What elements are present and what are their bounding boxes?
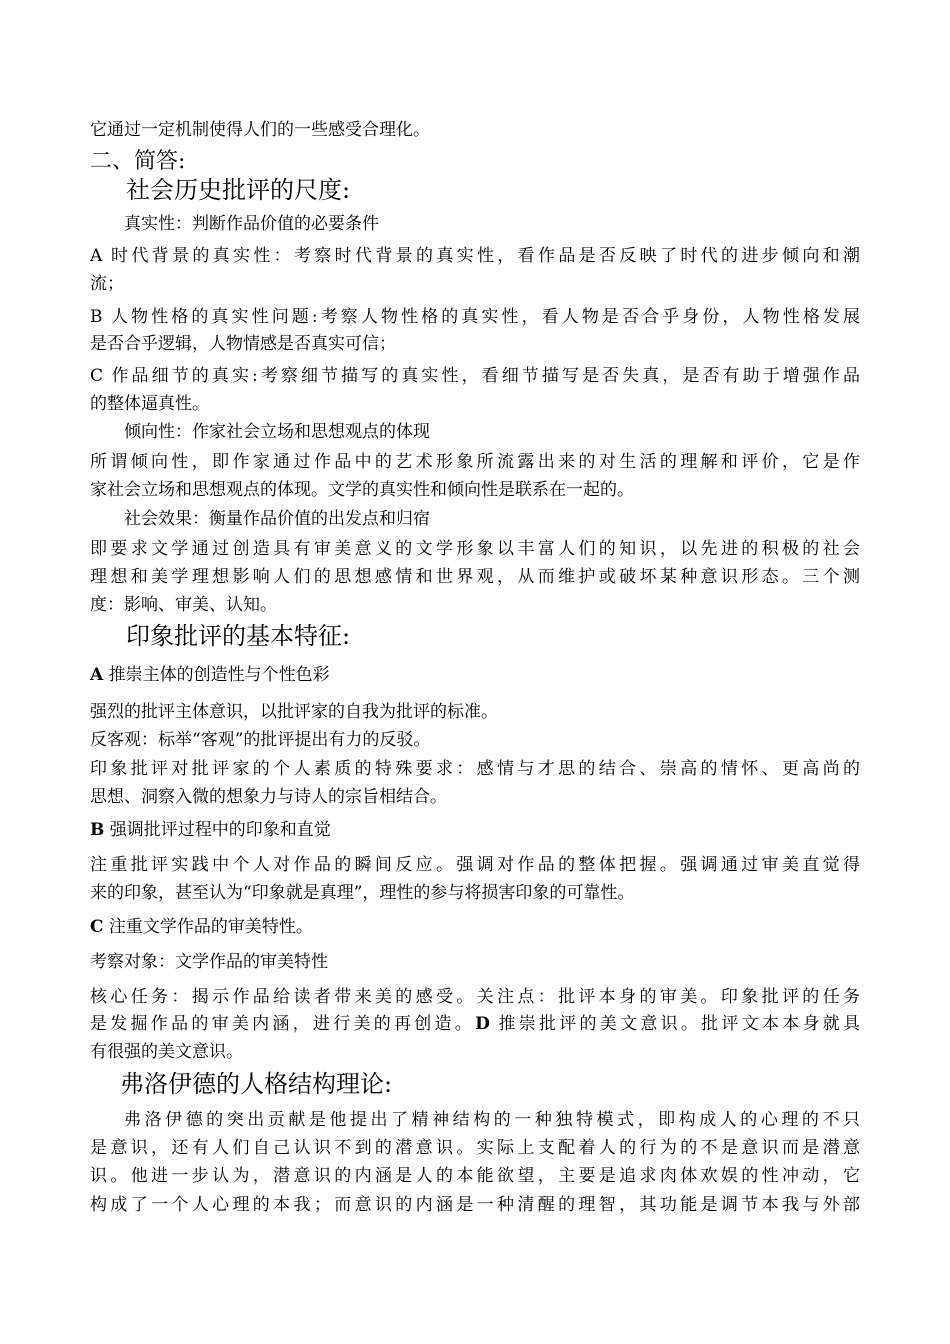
text-line: 度：影响、审美、认知。 xyxy=(90,595,277,615)
text-line: 的整体逼真性。 xyxy=(90,394,209,414)
item-c xyxy=(90,919,313,936)
subheading-tendency: 倾向性：作家社会立场和思想观点的体现 xyxy=(124,422,430,442)
text-line: 是意识，还有人们自己认识不到的潜意识。实际上支配着人的行为的不是意识而是潜意 xyxy=(90,1138,860,1158)
text-line-with-item-d xyxy=(90,1016,860,1033)
text-segment: 是发掘作品的审美内涵，进行美的再创造。 xyxy=(90,1014,476,1034)
section-heading: 二、简答: xyxy=(90,149,186,174)
item-b xyxy=(90,822,331,839)
item-c-text: 注重文学作品的审美特性。 xyxy=(103,917,313,937)
text-line: 是否合乎逻辑，人物情感是否真实可信； xyxy=(90,334,396,354)
item-a-text: 推崇主体的创造性与个性色彩 xyxy=(103,665,330,685)
text-line: A 时代背景的真实性：考察时代背景的真实性，看作品是否反映了时代的进步倾向和潮 xyxy=(90,246,860,266)
text-line: 来的印象，甚至认为“印象就是真理”，理性的参与将损害印象的可靠性。 xyxy=(90,883,635,903)
text-line: 它通过一定机制使得人们的一些感受合理化。 xyxy=(90,120,430,140)
text-line: 考察对象：文学作品的审美特性 xyxy=(90,952,328,972)
item-d-label: D xyxy=(475,1014,490,1034)
text-line: 核心任务：揭示作品给读者带来美的感受。关注点：批评本身的审美。印象批评的任务 xyxy=(90,987,860,1007)
text-line: 构成了一个人心理的本我；而意识的内涵是一种清醒的理智，其功能是调节本我与外部 xyxy=(90,1195,860,1215)
item-b-label: B xyxy=(90,820,105,840)
text-line: 注重批评实践中个人对作品的瞬间反应。强调对作品的整体把握。强调通过审美直觉得 xyxy=(90,855,860,875)
item-b-text: 强调批评过程中的印象和直觉 xyxy=(104,820,331,840)
text-line: 流； xyxy=(90,274,124,294)
heading-freud-personality-theory: 弗洛伊德的人格结构理论: xyxy=(120,1070,393,1098)
text-line: 家社会立场和思想观点的体现。文学的真实性和倾向性是联系在一起的。 xyxy=(90,480,634,500)
item-a xyxy=(90,667,330,684)
subheading-truthfulness: 真实性：判断作品价值的必要条件 xyxy=(124,214,379,234)
item-d-text: 推崇批评的美文意识。批评文本本身就具 xyxy=(489,1014,861,1034)
item-a-label: A xyxy=(90,665,104,685)
text-line: 所谓倾向性，即作家通过作品中的艺术形象所流露出来的对生活的理解和评价，它是作 xyxy=(90,452,860,472)
item-c-label: C xyxy=(90,917,104,937)
text-line: 印象批评对批评家的个人素质的特殊要求：感情与才思的结合、崇高的情怀、更高尚的 xyxy=(90,759,860,779)
text-line: 理想和美学理想影响人们的思想感情和世界观，从而维护或破坏某种意识形态。三个测 xyxy=(90,567,860,587)
text-line: 强烈的批评主体意识，以批评家的自我为批评的标准。 xyxy=(90,702,498,722)
text-line: 即要求文学通过创造具有审美意义的文学形象以丰富人们的知识，以先进的积极的社会 xyxy=(90,539,860,559)
text-line: 弗洛伊德的突出贡献是他提出了精神结构的一种独特模式，即构成人的心理的不只 xyxy=(124,1110,860,1130)
text-line: 反客观：标举“客观”的批评提出有力的反驳。 xyxy=(90,730,431,750)
text-line: 思想、洞察入微的想象力与诗人的宗旨相结合。 xyxy=(90,787,447,807)
text-line: C 作品细节的真实:考察细节描写的真实性，看细节描写是否失真，是否有助于增强作品 xyxy=(90,366,860,386)
heading-impressionist-criticism: 印象批评的基本特征: xyxy=(126,622,351,650)
text-line: 有很强的美文意识。 xyxy=(90,1042,243,1062)
subheading-social-effect: 社会效果：衡量作品价值的出发点和归宿 xyxy=(124,509,430,529)
text-line: 识。他进一步认为，潜意识的内涵是人的本能欲望，主要是追求肉体欢娱的性冲动，它 xyxy=(90,1166,860,1186)
heading-social-history-criticism: 社会历史批评的尺度: xyxy=(126,176,351,204)
text-line: B 人物性格的真实性问题:考察人物性格的真实性，看人物是否合乎身份，人物性格发展 xyxy=(90,307,860,327)
